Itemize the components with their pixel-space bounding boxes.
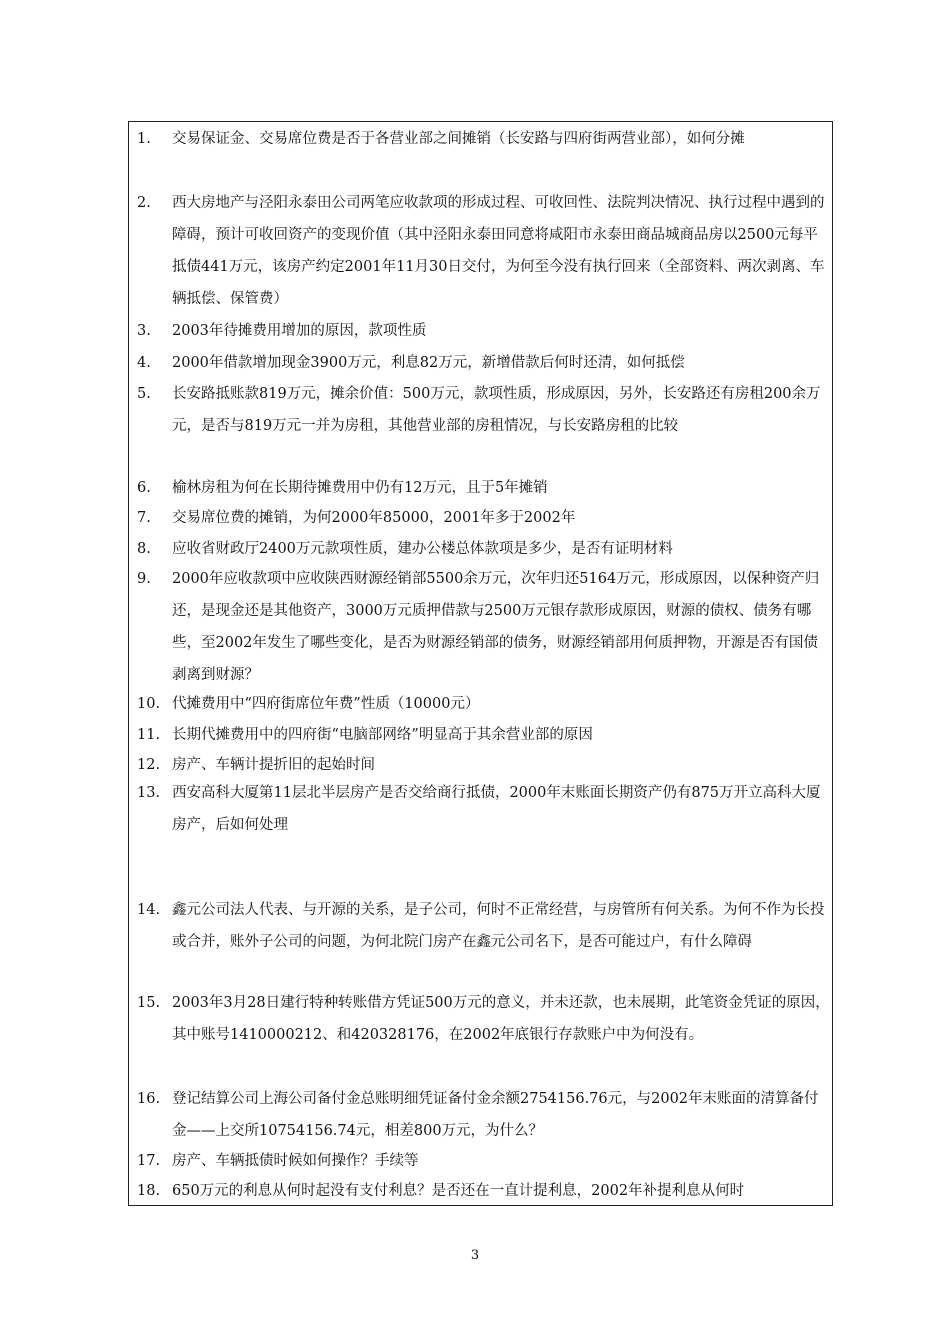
item-number: 15. — [137, 995, 161, 1011]
item-number: 2. — [137, 195, 151, 211]
item-number: 13. — [137, 785, 161, 801]
item-text: 长期代摊费用中的四府街“电脑部网络”明显高于其余营业部的原因 — [172, 727, 593, 743]
item-text: 房产、车辆抵债时候如何操作？手续等 — [172, 1153, 419, 1169]
item-text: 登记结算公司上海公司备付金总账明细凭证备付金余额2754156.76元，与2002年末账面的清算备付金——上交所10754156.74元，相差800万元，为什么？ — [172, 1091, 819, 1139]
item-text: 榆林房租为何在长期待摊费用中仍有12万元，且于5年摊销 — [172, 480, 548, 496]
item-text: 2000年借款增加现金3900万元，利息82万元，新增借款后何时还清，如何抵偿 — [172, 355, 685, 371]
item-number: 3. — [137, 323, 151, 339]
item-number: 11. — [137, 727, 161, 743]
item-text: 房产、车辆计提折旧的起始时间 — [172, 757, 375, 773]
item-text: 交易保证金、交易席位费是否于各营业部之间摊销（长安路与四府街两营业部），如何分摊 — [172, 131, 745, 147]
item-text: 650万元的利息从何时起没有支付利息？是否还在一直计提利息，2002年补提利息从何时 — [172, 1183, 745, 1199]
item-text: 2003年3月28日建行特种转账借方凭证500万元的意义，并未还款，也未展期，此笔资金凭证的原因，其中账号1410000212、和420328176，在2002年底银行存款账户中为何没有。 — [172, 995, 830, 1043]
item-number: 4. — [137, 355, 151, 371]
questions-table — [128, 121, 833, 1206]
item-text: 2000年应收款项中应收陕西财源经销部5500余万元，次年归还5164万元，形成原因，以保种资产归还，是现金还是其他资产，3000万元质押借款与2500万元银存款形成原因，财源的债权、债务有哪些，至2002年发生了哪些变化，是否为财源经销部的债务，财源经销部用何质押物，开源是否有国债剥离到财源？ — [172, 571, 820, 683]
item-text: 交易席位费的摊销，为何2000年85000，2001年多于2002年 — [172, 510, 576, 526]
item-text: 长安路抵账款819万元，摊余价值：500万元，款项性质，形成原因，另外，长安路还有房租200余万元，是否与819万元一并为房租，其他营业部的房租情况，与长安路房租的比较 — [172, 386, 821, 434]
item-text: 西大房地产与泾阳永泰田公司两笔应收款项的形成过程、可收回性、法院判决情况、执行过程中遇到的障碍，预计可收回资产的变现价值（其中泾阳永泰田同意将咸阳市永泰田商品城商品房以2500元每平抵债441万元，该房产约定2001年11月30日交付，为何至今没有执行回来（全部资料、两次剥离、车辆抵偿、保管费） — [172, 195, 825, 307]
item-number: 1. — [137, 131, 151, 147]
item-number: 10. — [137, 696, 161, 712]
item-number: 16. — [137, 1091, 161, 1107]
item-number: 17. — [137, 1153, 161, 1169]
item-text: 代摊费用中“四府街席位年费”性质（10000元） — [172, 696, 480, 712]
item-number: 9. — [137, 571, 151, 587]
item-number: 5. — [137, 386, 151, 402]
page-number: 3 — [470, 1248, 480, 1263]
item-number: 8. — [137, 541, 151, 557]
item-text: 鑫元公司法人代表、与开源的关系，是子公司，何时不正常经营，与房管所有何关系。为何不作为长投或合并，账外子公司的问题，为何北院门房产在鑫元公司名下，是否可能过户，有什么障碍 — [172, 902, 825, 950]
item-number: 14. — [137, 902, 161, 918]
item-text: 西安高科大厦第11层北半层房产是否交给商行抵债，2000年末账面长期资产仍有875万开立高科大厦房产，后如何处理 — [172, 785, 821, 833]
item-number: 7. — [137, 510, 151, 526]
item-number: 18. — [137, 1183, 161, 1199]
item-number: 12. — [137, 757, 161, 773]
item-text: 应收省财政厅2400万元款项性质，建办公楼总体款项是多少，是否有证明材料 — [172, 541, 673, 557]
item-number: 6. — [137, 480, 151, 496]
item-text: 2003年待摊费用增加的原因，款项性质 — [172, 323, 427, 339]
